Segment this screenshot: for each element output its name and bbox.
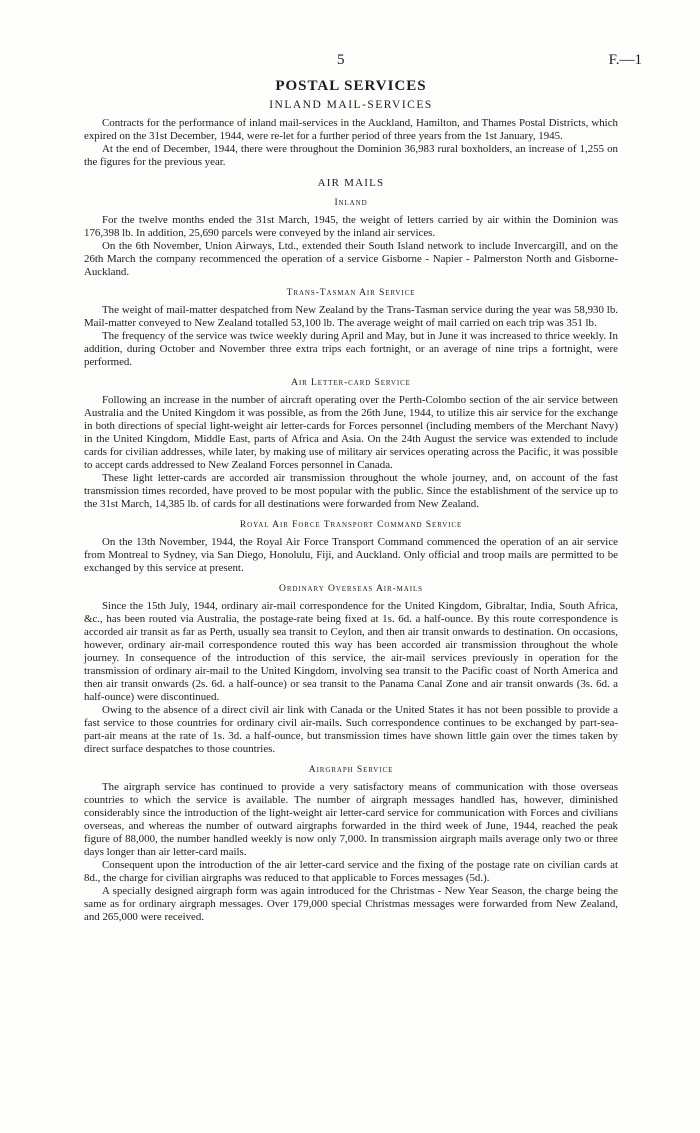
page-number: 5 <box>337 52 345 68</box>
paragraph: These light letter-cards are accorded air transmission throughout the whole journey, and, on account of the fast transmission times recorded, have proved to be most popular with the public. Since the establishment of the service up to the 31st March, 14,385 lb. of cards for all destinations were forwarded from New Zealand. <box>84 472 618 510</box>
paragraph: For the twelve months ended the 31st March, 1945, the weight of letters carried by air within the Dominion was 176,398 lb. In addition, 25,690 parcels were conveyed by the inland air services. <box>84 214 618 239</box>
section-heading-inland-mail-services: INLAND MAIL-SERVICES <box>269 99 433 111</box>
subsection-heading-ordinary-overseas: Ordinary Overseas Air-mails <box>279 583 423 594</box>
paragraph: On the 13th November, 1944, the Royal Air Force Transport Command commenced the operation of an air service from Montreal to Sydney, via San Diego, Honolulu, Fiji, and Auckland. Only official and troop mails are permitted to be exchanged by this service at present. <box>84 536 618 574</box>
paragraph: Owing to the absence of a direct civil air link with Canada or the United States it has not been possible to provide a fast service to those countries for ordinary civil air-mails. Such correspondence continues to be exchanged by part-sea-part-air means at the rate of 1s. 3d. a half-ounce, but transmission times have shown little gain over the times taken by direct surface despatches to those countries. <box>84 704 618 755</box>
section-heading-air-mails: AIR MAILS <box>317 177 385 189</box>
subsection-heading-inland: Inland <box>334 197 368 208</box>
paragraph: At the end of December, 1944, there were throughout the Dominion 36,983 rural boxholders, an increase of 1,255 on the figures for the previous year. <box>84 143 618 168</box>
paragraph: On the 6th November, Union Airways, Ltd., extended their South Island network to include Invercargill, and on the 26th March the company recommenced the operation of a service Gisborne - Napier - Palmerston North and Gisborne-Auckland. <box>84 240 618 278</box>
subsection-heading-raf-transport-command: Royal Air Force Transport Command Service <box>239 519 463 530</box>
subsection-heading-air-letter-card: Air Letter-card Service <box>291 377 411 388</box>
paragraph: Consequent upon the introduction of the air letter-card service and the fixing of the postage rate on civilian cards at 8d., the charge for civilian airgraphs was reduced to that applicable to Forces messages (5d.). <box>84 859 618 884</box>
subsection-heading-airgraph: Airgraph Service <box>308 764 394 775</box>
running-header <box>0 52 700 72</box>
subsection-heading-trans-tasman: Trans-Tasman Air Service <box>286 287 416 298</box>
paragraph: A specially designed airgraph form was again introduced for the Christmas - New Year Season, the charge being the same as for ordinary airgraph messages. Over 179,000 special Christmas messages were forwarded from New Zealand, and 265,000 were received. <box>84 885 618 923</box>
paragraph: Contracts for the performance of inland mail-services in the Auckland, Hamilton, and Thames Postal Districts, which expired on the 31st December, 1944, were re-let for a further period of three years from the 1st January, 1945. <box>84 117 618 142</box>
document-reference: F.—1 <box>608 52 642 68</box>
paragraph: The weight of mail-matter despatched from New Zealand by the Trans-Tasman service during the year was 58,930 lb. Mail-matter conveyed to New Zealand totalled 53,100 lb. The average weight of mail carried on each trip was 351 lb. <box>84 304 618 329</box>
paragraph: Since the 15th July, 1944, ordinary air-mail correspondence for the United Kingdom, Gibraltar, India, South Africa, &c., has been routed via Australia, the postage-rate being fixed at 1s. 6d. a half-ounce. By this route correspondence is accorded air transit as far as Perth, usually sea transit to Ceylon, and then air transit onwards to destination. On occasions, however, ordinary air-mail correspondence routed this way has been accorded air transmission throughout the whole journey. In consequence of the introduction of this service, the air-mail services previously in operation for the transmission of ordinary air-mail to the United Kingdom, involving sea transit to the Pacific coast of North America and then air transit onwards (2s. 6d. a half-ounce) or sea transit to the Panama Canal Zone and air transit onwards (3s. 6d. a half-ounce) were discontinued. <box>84 600 618 703</box>
paragraph: The frequency of the service was twice weekly during April and May, but in June it was increased to thrice weekly. In addition, during October and November three extra trips each fortnight, or an average of nine trips a fortnight, were performed. <box>84 330 618 368</box>
paragraph: Following an increase in the number of aircraft operating over the Perth-Colombo section of the air service between Australia and the United Kingdom it was possible, as from the 26th June, 1944, to utilize this air service for the exchange in both directions of special light-weight air letter-cards for Forces personnel (including members of the Merchant Navy) in the United Kingdom, Middle East, parts of Africa and Asia. On the 24th August the service was extended to include cards for civilian addresses, while later, by making use of military air services operating across the Pacific, it was possible to accept cards addressed to New Zealand Forces personnel in Canada. <box>84 394 618 471</box>
document-body <box>84 78 618 924</box>
page-title: POSTAL SERVICES <box>275 78 427 94</box>
paragraph: The airgraph service has continued to provide a very satisfactory means of communication with those overseas countries to which the service is available. The number of airgraph messages handled has, however, diminished considerably since the introduction of the light-weight air letter-card service for communication with Forces and civilians overseas, and whereas the number of outward airgraphs forwarded in the third week of June, 1944, reached the peak figure of 88,000, the number handled weekly is now only 7,000. In transmission airgraph mails average only two or three days longer than air letter-card mails. <box>84 781 618 858</box>
